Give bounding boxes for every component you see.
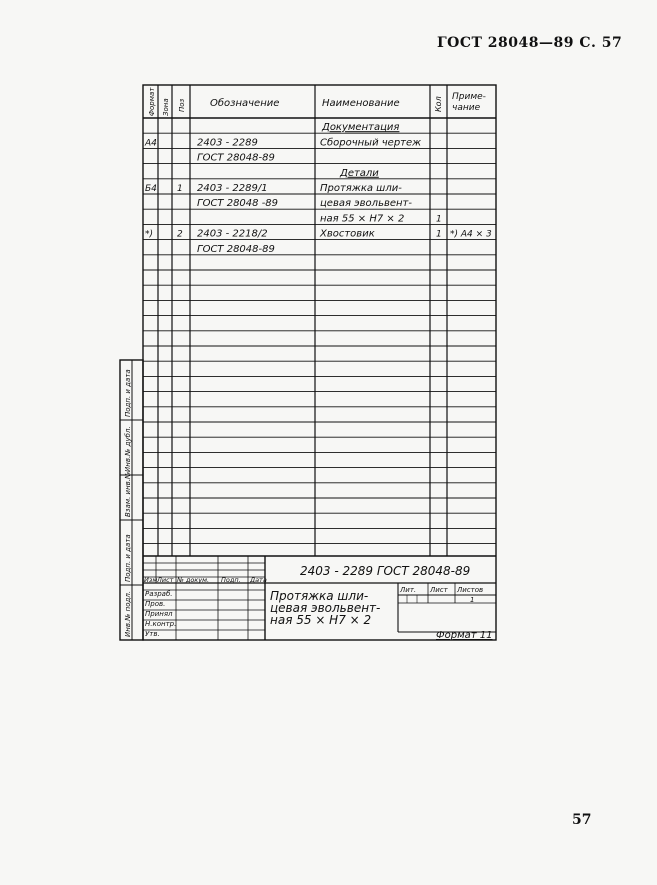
row-1-format: А4 <box>145 138 157 149</box>
row-4-name: Протяжка шли- <box>320 183 402 194</box>
row-7-note: *) А4 × 3 <box>450 229 492 240</box>
sheets-value: 1 <box>470 596 475 604</box>
col-qty-header: Кол <box>434 96 443 112</box>
sheets-label: Листов <box>457 586 484 594</box>
row-7-format: *) <box>145 229 154 240</box>
row-8-designation: ГОСТ 28048-89 <box>197 243 275 255</box>
side-stamp-label-2: Взам. инв.№ <box>124 471 132 517</box>
title-name-line-2: ная 55 × H7 × 2 <box>270 613 372 627</box>
tb-col-header-0: Изм <box>144 576 158 584</box>
sheet-label: Лист <box>430 586 448 594</box>
lit-label: Лит. <box>400 586 417 594</box>
row-7-name: Хвостовик <box>320 228 375 240</box>
tb-col-header-3: Подп. <box>221 576 241 584</box>
page-header: ГОСТ 28048—89 С. 57 <box>437 35 623 51</box>
row-5-name: цевая эвольвент- <box>320 198 412 210</box>
title-name-line-0: Протяжка шли- <box>270 589 369 603</box>
row-4-designation: 2403 - 2289/1 <box>197 183 268 194</box>
side-stamp-label-0: Подп. и дата <box>124 369 132 417</box>
col-note-header-2: чание <box>452 103 481 113</box>
role-3: Н.контр. <box>145 620 177 628</box>
row-2-designation: ГОСТ 28048-89 <box>197 152 275 164</box>
col-note-header-1: Приме- <box>452 92 486 102</box>
tb-col-header-4: Дата <box>250 576 267 584</box>
row-3-name: Детали <box>340 167 379 179</box>
row-5-designation: ГОСТ 28048 -89 <box>197 198 279 210</box>
col-format-header: Формат <box>148 87 156 116</box>
side-stamp-label-4: Инв.№ подл. <box>124 590 132 637</box>
tb-col-header-1: Лист <box>157 576 174 584</box>
col-designation-header: Обозначение <box>210 98 280 109</box>
page-number: 57 <box>572 812 592 828</box>
title-designation: 2403 - 2289 ГОСТ 28048-89 <box>300 564 471 578</box>
col-zone-header: Зона <box>162 98 170 116</box>
role-4: Утв. <box>145 630 160 638</box>
row-6-qty: 1 <box>436 214 442 225</box>
tb-col-header-2: № докум. <box>177 576 210 584</box>
row-6-name: ная 55 × H7 × 2 <box>320 213 405 225</box>
title-name-line-1: цевая эвольвент- <box>270 601 381 615</box>
role-2: Принял <box>145 610 173 618</box>
role-1: Пров. <box>145 600 166 608</box>
row-1-designation: 2403 - 2289 <box>197 137 258 149</box>
row-7-qty: 1 <box>436 229 442 240</box>
col-name-header: Наименование <box>322 98 400 109</box>
side-stamp-label-3: Подп. и дата <box>124 534 132 582</box>
format-label: Формат 11 <box>436 630 493 641</box>
side-stamp <box>124 369 132 637</box>
row-1-name: Сборочный чертеж <box>320 137 422 149</box>
row-7-pos: 2 <box>177 229 183 240</box>
row-4-pos: 1 <box>177 184 183 194</box>
role-0: Разраб. <box>145 590 173 598</box>
row-7-designation: 2403 - 2218/2 <box>197 228 268 240</box>
row-4-format: Б4 <box>145 184 157 194</box>
row-0-name: Документация <box>322 122 400 134</box>
col-pos-header: Поз <box>178 98 186 112</box>
spec-rows <box>144 122 492 255</box>
side-stamp-label-1: Инв.№ дубл. <box>124 426 132 472</box>
